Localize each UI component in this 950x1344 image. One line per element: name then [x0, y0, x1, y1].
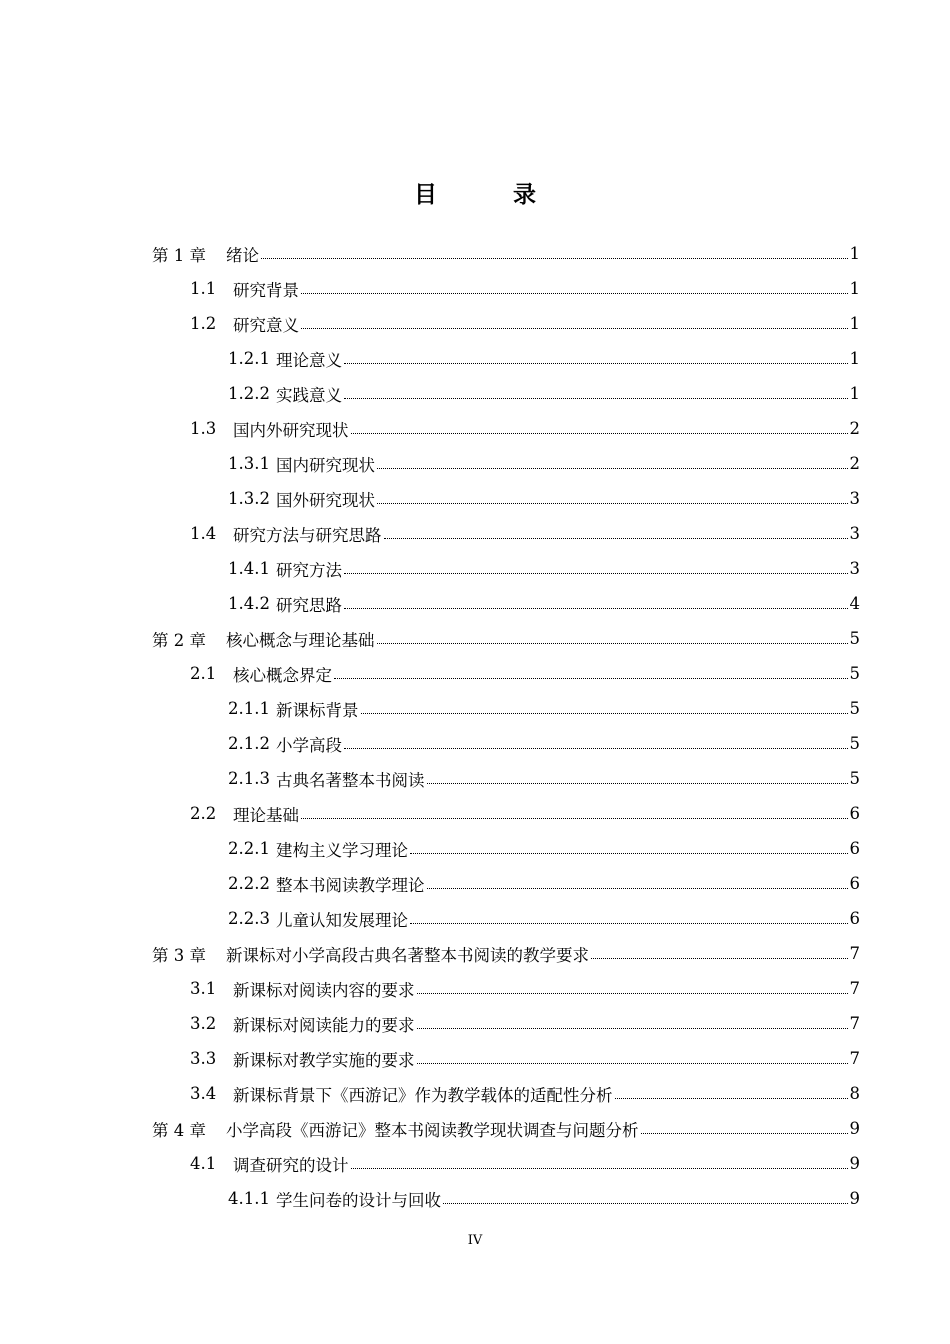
toc-entry-page: 9 [849, 1119, 860, 1138]
toc-entry-number: 1.4 [190, 524, 217, 543]
toc-entry[interactable] [228, 586, 860, 621]
toc-entry-page: 6 [849, 874, 860, 893]
toc-entry[interactable] [190, 516, 860, 551]
toc-entry[interactable] [228, 446, 860, 481]
toc-title: 目 录 [413, 182, 570, 208]
toc-entry[interactable] [190, 1146, 860, 1181]
toc-entry-number: 1.1 [190, 279, 217, 298]
toc-entry-title: 研究背景 [233, 280, 299, 300]
toc-entry-title: 古典名著整本书阅读 [276, 770, 425, 790]
toc-entry-title: 研究思路 [276, 595, 342, 615]
toc-entry[interactable] [190, 1076, 860, 1111]
toc-entry-title: 小学高段 [276, 735, 342, 755]
toc-entry-title: 小学高段《西游记》整本书阅读教学现状调查与问题分析 [226, 1120, 639, 1140]
toc-entry[interactable] [228, 761, 860, 796]
toc-entry[interactable] [152, 936, 860, 971]
toc-entry-number: 1.4.1 [228, 559, 270, 578]
toc-leader-dots [377, 503, 848, 504]
toc-entry-number: 1.2 [190, 314, 217, 333]
toc-entry-number: 2.1.3 [228, 769, 270, 788]
toc-entry-number: 1.4.2 [228, 594, 270, 613]
toc-entry-page: 8 [849, 1084, 860, 1103]
toc-leader-dots [410, 853, 848, 854]
toc-entry-number: 4.1 [190, 1154, 217, 1173]
toc-entry-page: 5 [849, 629, 860, 648]
toc-entry[interactable] [190, 1006, 860, 1041]
toc-leader-dots [443, 1203, 848, 1204]
toc-entry[interactable] [190, 1041, 860, 1076]
toc-entry[interactable] [190, 411, 860, 446]
toc-leader-dots [301, 818, 848, 819]
toc-entry-title: 国内外研究现状 [233, 420, 349, 440]
toc-leader-dots [344, 398, 848, 399]
toc-entry-title: 核心概念界定 [233, 665, 332, 685]
toc-leader-dots [427, 888, 848, 889]
toc-entry-page: 6 [849, 804, 860, 823]
toc-entry-number: 第 3 章 [152, 945, 206, 965]
toc-entry-page: 1 [849, 349, 860, 368]
toc-entry[interactable] [152, 1111, 860, 1146]
page-number: IV [467, 1233, 483, 1248]
toc-entry[interactable] [228, 691, 860, 726]
toc-leader-dots [344, 608, 848, 609]
toc-entry[interactable] [190, 971, 860, 1006]
toc-leader-dots [427, 783, 848, 784]
toc-entry-number: 3.4 [190, 1084, 217, 1103]
toc-entry-number: 2.1.2 [228, 734, 270, 753]
toc-entry[interactable] [228, 1181, 860, 1216]
toc-entry-page: 9 [849, 1189, 860, 1208]
toc-entry-page: 6 [849, 839, 860, 858]
toc-entry-number: 第 1 章 [152, 245, 206, 265]
toc-entry-title: 理论意义 [276, 350, 342, 370]
toc-entry-title: 调查研究的设计 [233, 1155, 349, 1175]
toc-entry-title: 儿童认知发展理论 [276, 910, 408, 930]
toc-entry-number: 1.2.1 [228, 349, 270, 368]
toc-entry-title: 学生问卷的设计与回收 [276, 1190, 441, 1210]
toc-entry-page: 3 [849, 524, 860, 543]
toc-entry-number: 3.1 [190, 979, 217, 998]
toc-entry-page: 9 [849, 1154, 860, 1173]
toc-entry-title: 整本书阅读教学理论 [276, 875, 425, 895]
toc-entry-number: 1.3.2 [228, 489, 270, 508]
toc-leader-dots [641, 1133, 848, 1134]
toc-leader-dots [410, 923, 848, 924]
toc-entry-title: 理论基础 [233, 805, 299, 825]
toc-entry-page: 6 [849, 909, 860, 928]
toc-entry-title: 国外研究现状 [276, 490, 375, 510]
toc-entry-page: 3 [849, 489, 860, 508]
toc-entry-title: 研究方法 [276, 560, 342, 580]
toc-entry-number: 3.3 [190, 1049, 217, 1068]
toc-entry-page: 5 [849, 769, 860, 788]
toc-entry-number: 2.2.3 [228, 909, 270, 928]
toc-entry-page: 2 [849, 454, 860, 473]
toc-entry-number: 1.3 [190, 419, 217, 438]
toc-leader-dots [591, 958, 848, 959]
toc-entry-page: 1 [849, 244, 860, 263]
toc-entry-page: 1 [849, 279, 860, 298]
toc-entry-title: 新课标背景下《西游记》作为教学载体的适配性分析 [233, 1085, 613, 1105]
toc-leader-dots [344, 748, 848, 749]
toc-entry[interactable] [228, 831, 860, 866]
toc-entry-page: 5 [849, 734, 860, 753]
toc-leader-dots [301, 328, 848, 329]
toc-leader-dots [361, 713, 848, 714]
toc-entry-number: 4.1.1 [228, 1189, 270, 1208]
toc-entry-number: 1.2.2 [228, 384, 270, 403]
toc-entry[interactable] [228, 901, 860, 936]
toc-leader-dots [351, 433, 848, 434]
toc-entry[interactable] [190, 306, 860, 341]
toc-entry-page: 7 [849, 944, 860, 963]
toc-entry-number: 2.1 [190, 664, 217, 683]
toc-entry-title: 新课标背景 [276, 700, 359, 720]
toc-entry[interactable] [190, 796, 860, 831]
toc-entry-page: 7 [849, 1014, 860, 1033]
toc-leader-dots [351, 1168, 848, 1169]
toc-entry-title: 新课标对教学实施的要求 [233, 1050, 415, 1070]
toc-leader-dots [377, 643, 848, 644]
toc-leader-dots [261, 258, 848, 259]
toc-entry-number: 第 4 章 [152, 1120, 206, 1140]
toc-entry-page: 1 [849, 384, 860, 403]
toc-entry[interactable] [190, 656, 860, 691]
toc-entry-page: 7 [849, 979, 860, 998]
toc-leader-dots [384, 538, 848, 539]
toc-leader-dots [344, 573, 848, 574]
toc-entry-title: 研究意义 [233, 315, 299, 335]
toc-entry-title: 国内研究现状 [276, 455, 375, 475]
toc-entry-page: 3 [849, 559, 860, 578]
toc-entry-number: 1.3.1 [228, 454, 270, 473]
toc-entry-number: 2.2 [190, 804, 217, 823]
toc-entry-page: 2 [849, 419, 860, 438]
toc-leader-dots [301, 293, 848, 294]
toc-entry-page: 5 [849, 699, 860, 718]
toc-leader-dots [377, 468, 848, 469]
toc-leader-dots [417, 1063, 848, 1064]
toc-leader-dots [417, 993, 848, 994]
toc-entry[interactable] [228, 481, 860, 516]
toc-entry-title: 建构主义学习理论 [276, 840, 408, 860]
toc-entry-title: 实践意义 [276, 385, 342, 405]
toc-entry-title: 新课标对阅读内容的要求 [233, 980, 415, 1000]
toc-entry-number: 3.2 [190, 1014, 217, 1033]
toc-entry-title: 绪论 [226, 245, 259, 265]
toc-leader-dots [344, 363, 848, 364]
toc-entry-number: 2.1.1 [228, 699, 270, 718]
toc-entry-number: 2.2.2 [228, 874, 270, 893]
toc-entry-number: 第 2 章 [152, 630, 206, 650]
toc-entry-number: 2.2.1 [228, 839, 270, 858]
toc-entry[interactable] [152, 236, 860, 271]
toc-entry[interactable] [228, 341, 860, 376]
toc-entry-title: 新课标对小学高段古典名著整本书阅读的教学要求 [226, 945, 589, 965]
toc-entry-page: 4 [849, 594, 860, 613]
toc-entry-title: 核心概念与理论基础 [226, 630, 375, 650]
toc-entry-title: 新课标对阅读能力的要求 [233, 1015, 415, 1035]
toc-entry[interactable] [190, 271, 860, 306]
toc-entry-page: 7 [849, 1049, 860, 1068]
toc-leader-dots [334, 678, 848, 679]
toc-entry[interactable] [228, 376, 860, 411]
toc-leader-dots [615, 1098, 848, 1099]
toc-entry-page: 1 [849, 314, 860, 333]
toc-entry[interactable] [228, 551, 860, 586]
toc-entry-page: 5 [849, 664, 860, 683]
toc-entry-title: 研究方法与研究思路 [233, 525, 382, 545]
toc-entry[interactable] [228, 866, 860, 901]
toc-entry[interactable] [228, 726, 860, 761]
toc-entry[interactable] [152, 621, 860, 656]
toc-leader-dots [417, 1028, 848, 1029]
